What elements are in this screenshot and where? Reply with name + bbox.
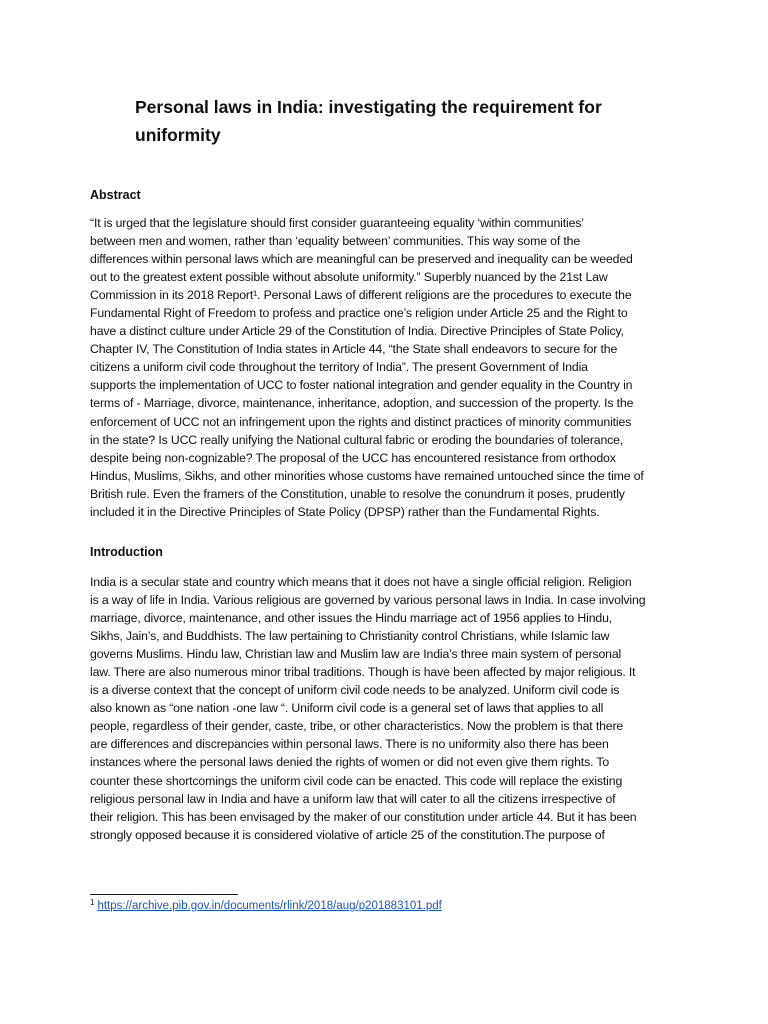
abstract-line: supports the implementation of UCC to foster national integration and gender equality in the Country in [90, 378, 633, 393]
abstract-heading: Abstract [90, 188, 141, 202]
introduction-line: law. There are also numerous minor tribal traditions. Though is have been affected by major religious. It [90, 665, 636, 680]
title-line-1: Personal laws in India: investigating the requirement for [135, 97, 602, 117]
introduction-line: Sikhs, Jain’s, and Buddhists. The law pertaining to Christianity control Christians, while Islamic law [90, 629, 610, 644]
abstract-line: Commission in its 2018 Report¹. Personal Laws of different religions are the procedures to execute the [90, 288, 632, 303]
footnote-link[interactable]: https://archive.pib.gov.in/documents/rlink/2018/aug/p201883101.pdf [97, 900, 442, 912]
introduction-heading: Introduction [90, 545, 163, 559]
abstract-line: British rule. Even the framers of the Constitution, unable to resolve the conundrum it poses, prudently [90, 486, 625, 501]
introduction-line: also known as “one nation -one law “. Uniform civil code is a general set of laws that applies to all [90, 701, 604, 716]
title-line-2: uniformity [135, 125, 221, 145]
abstract-line: out to the greatest extent possible without absolute uniformity.” Superbly nuanced by the 21st Law [90, 270, 608, 285]
abstract-line: in the state? Is UCC really unifying the National cultural fabric or eroding the boundaries of tolerance, [90, 432, 624, 447]
abstract-line: “It is urged that the legislature should first consider guaranteeing equality ‘within communities’ [90, 216, 584, 230]
abstract-line: Chapter IV, The Constitution of India states in Article 44, “the State shall endeavors to secure for the [90, 342, 618, 357]
abstract-line: between men and women, rather than ‘equality between’ communities. This way some of the [90, 234, 581, 249]
footnote-number: 1 [90, 898, 95, 907]
introduction-line: religious personal law in India and have a uniform law that will cater to all the citizens irrespective of [90, 791, 616, 806]
introduction-line: people, regardless of their gender, caste, tribe, or other characteristics. Now the problem is that there [90, 719, 624, 734]
introduction-line: is a way of life in India. Various religious are governed by various personal laws in India. In case involving [90, 593, 646, 608]
abstract-line: included it in the Directive Principles of State Policy (DPSP) rather than the Fundamental Rights. [90, 504, 600, 519]
abstract-line: citizens a uniform civil code throughout the territory of India”. The present Government of India [90, 360, 588, 375]
abstract-line: terms of - Marriage, divorce, maintenance, inheritance, adoption, and succession of the property. Is the [90, 396, 634, 411]
introduction-line: are differences and discrepancies within personal laws. There is no uniformity also there has been [90, 737, 609, 752]
introduction-line: marriage, divorce, maintenance, and other issues the Hindu marriage act of 1956 applies to Hindu, [90, 611, 613, 626]
introduction-line: India is a secular state and country which means that it does not have a single official religion. Religion [90, 575, 632, 589]
abstract-line: despite being non-cognizable? The proposal of the UCC has encountered resistance from orthodox [90, 450, 616, 465]
introduction-paragraph [90, 573, 682, 844]
introduction-line: instances where the personal laws denied the rights of women or did not even give them rights. To [90, 755, 610, 770]
abstract-line: have a distinct culture under Article 29 of the Constitution of India. Directive Principles of State Policy, [90, 324, 624, 339]
footnote [90, 898, 442, 915]
footnote-separator [90, 894, 238, 895]
introduction-line: strongly opposed because it is considered violative of article 25 of the constitution.The purpose of [90, 827, 605, 842]
introduction-line: their religion. This has been envisaged by the maker of our constitution under article 44. But it has been [90, 809, 637, 824]
introduction-line: counter these shortcomings the uniform civil code can be enacted. This code will replace the existing [90, 773, 623, 788]
abstract-line: Fundamental Right of Freedom to profess and practice one’s religion under Article 25 and the Right to [90, 306, 628, 321]
abstract-line: differences within personal laws which are meaningful can be preserved and inequality can be weeded [90, 252, 633, 267]
abstract-line: enforcement of UCC not an infringement upon the rights and distinct practices of minority communities [90, 414, 632, 429]
introduction-line: governs Muslims. Hindu law, Christian law and Muslim law are India’s three main system of personal [90, 647, 622, 662]
abstract-line: Hindus, Muslims, Sikhs, and other minorities whose customs have remained untouched since the time of [90, 468, 644, 483]
introduction-line: is a diverse context that the concept of uniform civil code needs to be analyzed. Uniform civil code is [90, 683, 620, 698]
abstract-paragraph [90, 214, 682, 521]
document-title [135, 93, 695, 149]
